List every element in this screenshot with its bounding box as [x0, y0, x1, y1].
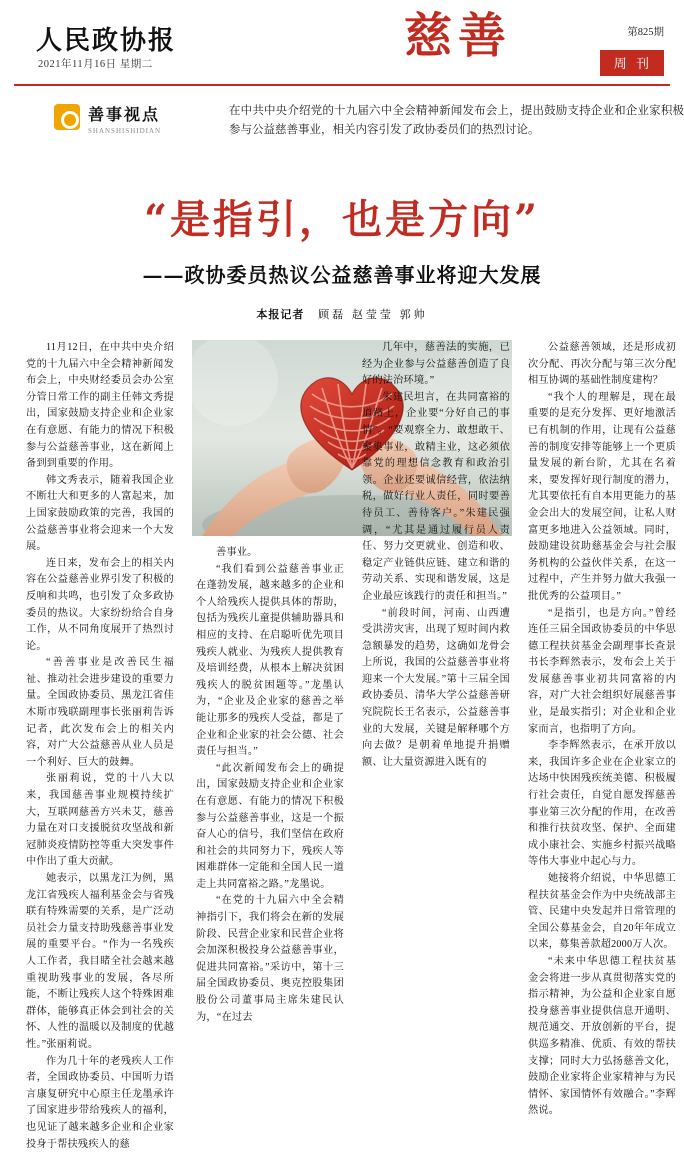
article-paragraph: 11月12日，在中共中央介绍党的十九届六中全会精神新闻发布会上，中央财经委员会办公室分管日常工作的副主任韩文秀提出，国家鼓励支持企业和企业家在有意愿、有能力的情况下积极参与公益慈善事业，这在新闻上备到到重要的作用。 [26, 342, 174, 470]
byline-names: 顾磊 赵莹莹 郭帅 [318, 309, 428, 321]
article-column-4 [528, 340, 676, 1120]
article-paragraph: “我们看到公益慈善事业正在蓬勃发展，越来越多的企业和个人给残疾人提供具体的帮助，包括为残疾儿童提供辅助器具和相应的支持、在启聪听优先项目残疾人就业、为残疾人提供教育及培训经费，从根本上解决贫困残疾人的脱贫困题等。”龙墨认为，“企业及企业家的慈善之举能让那多的残疾人受益，都是了企业和企业家的社会公德、社会责任与担当。” [196, 563, 344, 758]
byline [0, 306, 684, 322]
section-brand-pinyin: SHANSHISHIDIAN [88, 127, 162, 135]
article-paragraph: “善善事业是改善民生福祉、推动社会进步建设的重要力量。全国政协委员、黑龙江省佳木斯市残联副理事长张丽莉告诉记者，此次发布会上的相关内容，对广大公益慈善从业人员是一个利好、巨大的鼓舞。 [26, 657, 174, 768]
article-paragraph: 几年中，慈善法的实施，已经为企业参与公益慈善创造了良好的法治环境。” [362, 342, 510, 387]
article-paragraph: 她表示，以黑龙江为例，黑龙江省残疾人福利基金会与省残联有特殊需要的关系，是广泛动员社会力量支持助残慈善事业发展的重要平台。“作为一名残疾人工作者，我目睹全社会越来越重视助残事业的发展，各尽所能，不断让残疾人这个特殊困难群体，能够真正体会到社会的关怀、人性的温暖以及制度的优越性。”张丽莉说。 [26, 873, 174, 1050]
publication-date: 2021年11月16日 星期二 [38, 59, 153, 70]
article-paragraph: 她接将介绍说，中华思德工程扶贫基金会作为中央统战部主管、民建中央发起并日常管理的全国公募基金会，自20年年成立以来，募集善款超2000万人次。 [528, 873, 676, 951]
article-paragraph: 朱建民坦言，在共同富裕的道路上，企业要“分好自己的事情”。“要观察全力、敢想敢干、聚集事业，敢精主业，这必须依靠党的理想信念教育和政治引领。企业还要诚信经营，依法纳税，做好行业人责任，同时要善待员工、善待客户。”朱建民强调，“尤其是通过履行员人责任、努力交更就业、创造和收、稳定产业链供应链、建立和谐的劳动关系、实现和谐发展，这是企业最应该践行的责任和担当。” [362, 391, 510, 602]
article-paragraph: “此次新闻发布会上的确提出，国家鼓励支持企业和企业家在有意愿、有能力的情况下积极参与公益慈善事业，这是一个振奋人心的信号，我们坚信在政府和社会的共同努力下，残疾人等困难群体一定能和全国人民一道走上共同富裕之路。”龙墨说。 [196, 762, 344, 890]
byline-label: 本报记者 [256, 309, 305, 321]
section-brand-text [88, 102, 161, 135]
article-paragraph: 善事业。 [216, 547, 258, 558]
article-paragraph: 作为几十年的老残疾人工作者，全国政协委员、中国听力语言康复研究中心原主任龙墨承许了国家进步带给残疾人的福利，也见证了越来越多企业和企业家投身于帮扶残疾人的慈 [26, 1055, 174, 1150]
article-paragraph: “我个人的理解是，现在最重要的是充分发挥、更好地激活已有机制的作用，让现有公益慈善的制度安排等能够上一个更质量发展的新台阶，尤其在名着来，要发挥好现行制度的潜力，尤其要依托有自本用更能力的基金会出大的发展空间，让私人财富更多地进入公益领域。同时，鼓励建设贫助慈基金会与社会服务机构的公益伙伴关系，在这一过程中，产生并努力做大我强一批优秀的公益项目。” [528, 391, 676, 602]
page-subtitle: ——政协委员热议公益慈善事业将迎大发展 [142, 263, 542, 287]
article-paragraph: 公益慈善领域，还是形成初次分配、再次分配与第三次分配相互协调的基础性制度建构？ [528, 342, 676, 387]
article-paragraph: “是指引，也是方向。”曾经连任三届全国政协委员的中华思德工程扶贫基金会副理事长查景书长李辉然表示，发布会上关于发展慈善事业初共同富裕的内容，对广大社会组织好展慈善事业，是最实指引；对企业和企业家而言，也指明了方向。 [528, 607, 676, 735]
section-brand-name: 善事视点 [88, 105, 161, 124]
charity-eye-logo-icon [54, 104, 80, 130]
masthead [14, 8, 670, 86]
article-paragraph: “前段时间，河南、山西遭受洪涝灾害，出现了短时间内救急额暴发的趋势，这确如龙骨会上所说，我国的公益慈善事业将迎来一个大发展。”第十三届全国政协委员、清华大学公益慈善研究院院长王名表示，公益慈善事业的大发展，关键是解释哪个方向去做？是朝着单地提升捐赠额、让大量资源进入既有的 [362, 607, 510, 768]
article-paragraph: “未来中华思德工程扶贫基金会将进一步从真贯彻落实党的指示精神，为公益和企业家自愿投身慈善事业提供信息开通明、规范通交、开放创新的平台，提供巡多精准、优质、有效的帮扶支撑；同时大力弘扬慈善文化，鼓励企业家将企业家精神与为民情怀、家国情怀有效融合。”李辉然说。 [528, 955, 676, 1117]
article-paragraph: 张丽莉说，党的十八大以来，我国慈善事业规模持续扩大，互联网慈善方兴未艾，慈善力量在对口支援脱贫攻坚战和新冠肺炎疫情防控等重大突发事件中作出了重大贡献。 [26, 773, 174, 868]
article-column-1 [26, 340, 174, 1153]
issue-number: 第825期 [627, 27, 664, 38]
article-paragraph: 韩文秀表示，随着我国企业不断壮大和更多的人富起来，加上国家鼓励政策的完善，我国的公益慈善事业将会迎来一个大发展。 [26, 474, 174, 553]
weekly-badge: 周 刊 [600, 50, 664, 76]
paper-name: 人民政协报 [36, 26, 177, 56]
section-title-large: 慈善 [404, 8, 513, 64]
article-paragraph: 连日来，发布会上的相关内容在公益慈善业界引发了积极的反响和共鸣，也引发了众多政协委员的热议。大家纷纷给合自身工作，从不同角度展开了热烈讨论。 [26, 557, 174, 652]
newspaper-page [0, 8, 684, 1150]
article-column-2 [196, 545, 344, 1026]
article-body [14, 340, 676, 1150]
article-paragraph: “在党的十九届六中全会精神指引下，我们将会在新的发展阶段、民营企业家和民营企业将会加深积极投身公益慈善事业，促进共同富裕。”采访中，第十三届全国政协委员、奥克控股集团股份公司董事局主席朱建民认为，“在过去 [196, 895, 344, 1023]
article-column-3 [362, 340, 510, 771]
lede-paragraph: 在中共中央介绍党的十九届六中全会精神新闻发布会上，提出鼓励支持企业和企业家积极参与公益慈善事业，相关内容引发了政协委员们的热烈讨论。 [229, 105, 684, 136]
page-title: “是指引，也是方向” [143, 196, 540, 243]
section-brand-row [14, 102, 684, 162]
article-paragraph: 李李辉然表示，在承开放以来，我国许多企业在企业家立的达场中快困残疾统美德、积极履行社会责任，自觉自愿发挥慈善事业第三次分配的作用，在改善和推行扶贫攻坚、保护、全面建成小康社会、实施乡村振兴战略等伟大事业中起心与力。 [528, 740, 676, 868]
